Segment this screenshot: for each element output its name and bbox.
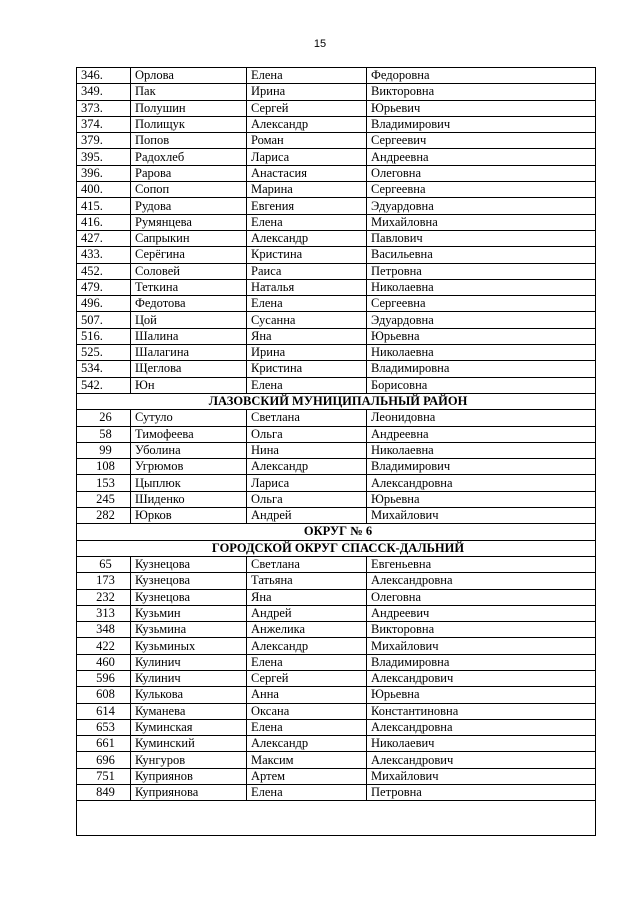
- first-name-cell: Анжелика: [247, 622, 367, 638]
- surname-cell: Полищук: [131, 116, 247, 132]
- row-number-cell: 525.: [77, 345, 131, 361]
- patronymic-cell: Борисовна: [367, 377, 596, 393]
- patronymic-cell: Викторовна: [367, 84, 596, 100]
- surname-cell: Кулькова: [131, 687, 247, 703]
- first-name-cell: Наталья: [247, 279, 367, 295]
- row-number-cell: 452.: [77, 263, 131, 279]
- table-row: [77, 687, 596, 703]
- row-number-cell: 26: [77, 410, 131, 426]
- surname-cell: Кулинич: [131, 670, 247, 686]
- surname-cell: Кузьмина: [131, 622, 247, 638]
- patronymic-cell: Юрьевич: [367, 100, 596, 116]
- patronymic-cell: Петровна: [367, 785, 596, 801]
- row-number-cell: 245: [77, 491, 131, 507]
- first-name-cell: Елена: [247, 214, 367, 230]
- section-header-row: [77, 524, 596, 540]
- table-row: [77, 426, 596, 442]
- first-name-cell: Артем: [247, 768, 367, 784]
- patronymic-cell: Александровна: [367, 719, 596, 735]
- table-row: [77, 736, 596, 752]
- first-name-cell: Александр: [247, 116, 367, 132]
- surname-cell: Куприянов: [131, 768, 247, 784]
- table-row: [77, 410, 596, 426]
- patronymic-cell: Павлович: [367, 230, 596, 246]
- row-number-cell: 496.: [77, 296, 131, 312]
- patronymic-cell: Николаевич: [367, 736, 596, 752]
- row-number-cell: 173: [77, 573, 131, 589]
- first-name-cell: Ольга: [247, 491, 367, 507]
- first-name-cell: Яна: [247, 589, 367, 605]
- row-number-cell: 849: [77, 785, 131, 801]
- table-row: [77, 361, 596, 377]
- first-name-cell: Елена: [247, 377, 367, 393]
- patronymic-cell: Николаевна: [367, 345, 596, 361]
- surname-cell: Федотова: [131, 296, 247, 312]
- first-name-cell: Максим: [247, 752, 367, 768]
- table-row: [77, 605, 596, 621]
- first-name-cell: Анастасия: [247, 165, 367, 181]
- surname-cell: Кузнецова: [131, 573, 247, 589]
- table-row: [77, 198, 596, 214]
- first-name-cell: Татьяна: [247, 573, 367, 589]
- first-name-cell: Александр: [247, 230, 367, 246]
- patronymic-cell: Константиновна: [367, 703, 596, 719]
- surname-cell: Куманева: [131, 703, 247, 719]
- first-name-cell: Ольга: [247, 426, 367, 442]
- section-title: ГОРОДСКОЙ ОКРУГ СПАССК-ДАЛЬНИЙ: [77, 540, 596, 556]
- surname-cell: Теткина: [131, 279, 247, 295]
- first-name-cell: Марина: [247, 182, 367, 198]
- surname-cell: Тимофеева: [131, 426, 247, 442]
- empty-row: [77, 801, 596, 836]
- patronymic-cell: Юрьевна: [367, 491, 596, 507]
- surname-cell: Кузнецова: [131, 589, 247, 605]
- table-row: [77, 638, 596, 654]
- patronymic-cell: Михайлович: [367, 508, 596, 524]
- table-row: [77, 345, 596, 361]
- surname-cell: Юн: [131, 377, 247, 393]
- surname-cell: Шиденко: [131, 491, 247, 507]
- surname-cell: Кулинич: [131, 654, 247, 670]
- patronymic-cell: Николаевна: [367, 279, 596, 295]
- patronymic-cell: Юрьевна: [367, 687, 596, 703]
- row-number-cell: 516.: [77, 328, 131, 344]
- surname-cell: Шалина: [131, 328, 247, 344]
- empty-cell: [77, 801, 596, 836]
- surname-cell: Уболина: [131, 442, 247, 458]
- first-name-cell: Ирина: [247, 345, 367, 361]
- table-row: [77, 279, 596, 295]
- page-number: 15: [313, 38, 327, 50]
- table-row: [77, 670, 596, 686]
- first-name-cell: Елена: [247, 68, 367, 84]
- table-row: [77, 703, 596, 719]
- section-title: ЛАЗОВСКИЙ МУНИЦИПАЛЬНЫЙ РАЙОН: [77, 393, 596, 409]
- first-name-cell: Раиса: [247, 263, 367, 279]
- table-row: [77, 182, 596, 198]
- surname-cell: Куминский: [131, 736, 247, 752]
- surname-cell: Сопоп: [131, 182, 247, 198]
- first-name-cell: Сусанна: [247, 312, 367, 328]
- table-row: [77, 785, 596, 801]
- first-name-cell: Нина: [247, 442, 367, 458]
- section-title: ОКРУГ № 6: [77, 524, 596, 540]
- table-row: [77, 508, 596, 524]
- surname-cell: Орлова: [131, 68, 247, 84]
- row-number-cell: 422: [77, 638, 131, 654]
- row-number-cell: 395.: [77, 149, 131, 165]
- patronymic-cell: Николаевна: [367, 442, 596, 458]
- first-name-cell: Анна: [247, 687, 367, 703]
- surname-cell: Пак: [131, 84, 247, 100]
- table-row: [77, 133, 596, 149]
- surname-cell: Кузьмин: [131, 605, 247, 621]
- row-number-cell: 653: [77, 719, 131, 735]
- surname-cell: Куприянова: [131, 785, 247, 801]
- first-name-cell: Роман: [247, 133, 367, 149]
- row-number-cell: 596: [77, 670, 131, 686]
- row-number-cell: 427.: [77, 230, 131, 246]
- first-name-cell: Елена: [247, 296, 367, 312]
- table-row: [77, 573, 596, 589]
- surname-cell: Соловей: [131, 263, 247, 279]
- section-header-row: [77, 393, 596, 409]
- table-row: [77, 263, 596, 279]
- row-number-cell: 608: [77, 687, 131, 703]
- patronymic-cell: Олеговна: [367, 165, 596, 181]
- table-row: [77, 84, 596, 100]
- table-row: [77, 165, 596, 181]
- patronymic-cell: Юрьевна: [367, 328, 596, 344]
- surname-cell: Рудова: [131, 198, 247, 214]
- first-name-cell: Светлана: [247, 556, 367, 572]
- row-number-cell: 460: [77, 654, 131, 670]
- patronymic-cell: Олеговна: [367, 589, 596, 605]
- first-name-cell: Андрей: [247, 605, 367, 621]
- patronymic-cell: Владимировна: [367, 361, 596, 377]
- patronymic-cell: Петровна: [367, 263, 596, 279]
- surname-cell: Цыплюк: [131, 475, 247, 491]
- row-number-cell: 58: [77, 426, 131, 442]
- row-number-cell: 108: [77, 459, 131, 475]
- first-name-cell: Кристина: [247, 247, 367, 263]
- patronymic-cell: Леонидовна: [367, 410, 596, 426]
- table-row: [77, 442, 596, 458]
- first-name-cell: Александр: [247, 638, 367, 654]
- patronymic-cell: Сергеевна: [367, 182, 596, 198]
- row-number-cell: 346.: [77, 68, 131, 84]
- row-number-cell: 348: [77, 622, 131, 638]
- first-name-cell: Сергей: [247, 670, 367, 686]
- table-row: [77, 149, 596, 165]
- first-name-cell: Кристина: [247, 361, 367, 377]
- first-name-cell: Елена: [247, 785, 367, 801]
- first-name-cell: Светлана: [247, 410, 367, 426]
- table-row: [77, 491, 596, 507]
- table-row: [77, 296, 596, 312]
- row-number-cell: 416.: [77, 214, 131, 230]
- first-name-cell: Яна: [247, 328, 367, 344]
- patronymic-cell: Федоровна: [367, 68, 596, 84]
- surname-cell: Кузьминых: [131, 638, 247, 654]
- first-name-cell: Ирина: [247, 84, 367, 100]
- surname-cell: Юрков: [131, 508, 247, 524]
- row-number-cell: 282: [77, 508, 131, 524]
- row-number-cell: 415.: [77, 198, 131, 214]
- table-row: [77, 377, 596, 393]
- table-row: [77, 100, 596, 116]
- row-number-cell: 99: [77, 442, 131, 458]
- row-number-cell: 65: [77, 556, 131, 572]
- row-number-cell: 349.: [77, 84, 131, 100]
- surname-cell: Полушин: [131, 100, 247, 116]
- first-name-cell: Лариса: [247, 149, 367, 165]
- table-row: [77, 247, 596, 263]
- section-header-row: [77, 540, 596, 556]
- surname-cell: Сапрыкин: [131, 230, 247, 246]
- patronymic-cell: Владимирович: [367, 459, 596, 475]
- first-name-cell: Елена: [247, 719, 367, 735]
- patronymic-cell: Владимирович: [367, 116, 596, 132]
- patronymic-cell: Александрович: [367, 670, 596, 686]
- table-row: [77, 556, 596, 572]
- table-row: [77, 214, 596, 230]
- surname-cell: Румянцева: [131, 214, 247, 230]
- surname-cell: Куминская: [131, 719, 247, 735]
- table-row: [77, 589, 596, 605]
- table-row: [77, 459, 596, 475]
- first-name-cell: Елена: [247, 654, 367, 670]
- surname-cell: Цой: [131, 312, 247, 328]
- patronymic-cell: Евгеньевна: [367, 556, 596, 572]
- first-name-cell: Александр: [247, 459, 367, 475]
- surname-cell: Сутуло: [131, 410, 247, 426]
- patronymic-cell: Викторовна: [367, 622, 596, 638]
- table-row: [77, 230, 596, 246]
- row-number-cell: 534.: [77, 361, 131, 377]
- patronymic-cell: Сергеевич: [367, 133, 596, 149]
- table-row: [77, 654, 596, 670]
- surname-cell: Радохлеб: [131, 149, 247, 165]
- row-number-cell: 661: [77, 736, 131, 752]
- first-name-cell: Андрей: [247, 508, 367, 524]
- patronymic-cell: Сергеевна: [367, 296, 596, 312]
- table-row: [77, 328, 596, 344]
- row-number-cell: 433.: [77, 247, 131, 263]
- row-number-cell: 400.: [77, 182, 131, 198]
- row-number-cell: 542.: [77, 377, 131, 393]
- table-row: [77, 68, 596, 84]
- row-number-cell: 153: [77, 475, 131, 491]
- patronymic-cell: Александрович: [367, 752, 596, 768]
- row-number-cell: 232: [77, 589, 131, 605]
- surname-cell: Рарова: [131, 165, 247, 181]
- patronymic-cell: Михайловна: [367, 214, 596, 230]
- surname-cell: Попов: [131, 133, 247, 149]
- patronymic-cell: Васильевна: [367, 247, 596, 263]
- surname-cell: Кунгуров: [131, 752, 247, 768]
- surname-cell: Шалагина: [131, 345, 247, 361]
- patronymic-cell: Александровна: [367, 475, 596, 491]
- patronymic-cell: Андреевич: [367, 605, 596, 621]
- row-number-cell: 313: [77, 605, 131, 621]
- table-row: [77, 719, 596, 735]
- patronymic-cell: Михайлович: [367, 768, 596, 784]
- first-name-cell: Сергей: [247, 100, 367, 116]
- table-row: [77, 312, 596, 328]
- first-name-cell: Оксана: [247, 703, 367, 719]
- patronymic-cell: Андреевна: [367, 426, 596, 442]
- table-row: [77, 768, 596, 784]
- row-number-cell: 374.: [77, 116, 131, 132]
- surname-cell: Серёгина: [131, 247, 247, 263]
- patronymic-cell: Андреевна: [367, 149, 596, 165]
- row-number-cell: 373.: [77, 100, 131, 116]
- row-number-cell: 379.: [77, 133, 131, 149]
- roster-table: [76, 67, 596, 836]
- patronymic-cell: Александровна: [367, 573, 596, 589]
- patronymic-cell: Владимировна: [367, 654, 596, 670]
- patronymic-cell: Эдуардовна: [367, 312, 596, 328]
- first-name-cell: Лариса: [247, 475, 367, 491]
- row-number-cell: 696: [77, 752, 131, 768]
- table-row: [77, 622, 596, 638]
- row-number-cell: 614: [77, 703, 131, 719]
- roster-body: [77, 68, 596, 836]
- surname-cell: Кузнецова: [131, 556, 247, 572]
- row-number-cell: 751: [77, 768, 131, 784]
- row-number-cell: 507.: [77, 312, 131, 328]
- row-number-cell: 396.: [77, 165, 131, 181]
- patronymic-cell: Михайлович: [367, 638, 596, 654]
- patronymic-cell: Эдуардовна: [367, 198, 596, 214]
- table-row: [77, 116, 596, 132]
- table-row: [77, 752, 596, 768]
- first-name-cell: Евгения: [247, 198, 367, 214]
- table-row: [77, 475, 596, 491]
- row-number-cell: 479.: [77, 279, 131, 295]
- surname-cell: Угрюмов: [131, 459, 247, 475]
- surname-cell: Щеглова: [131, 361, 247, 377]
- first-name-cell: Александр: [247, 736, 367, 752]
